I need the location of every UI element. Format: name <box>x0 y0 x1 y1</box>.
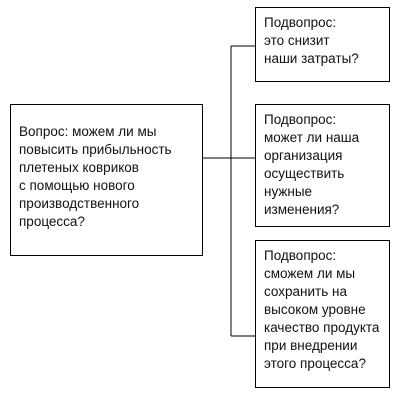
subquestion-box-organization: Подвопрос: может ли наша организация осуществить нужные изменения? <box>255 104 390 227</box>
subquestion-box-costs: Подвопрос: это снизит наши затраты? <box>255 7 390 82</box>
subquestion-box-quality: Подвопрос: сможем ли мы сохранить на высоком уровне качество продукта при внедрении этого процесса? <box>255 240 390 388</box>
main-question-box: Вопрос: можем ли мы повысить прибыльность плетеных ковриков с помощью нового производственного процесса? <box>10 104 203 256</box>
